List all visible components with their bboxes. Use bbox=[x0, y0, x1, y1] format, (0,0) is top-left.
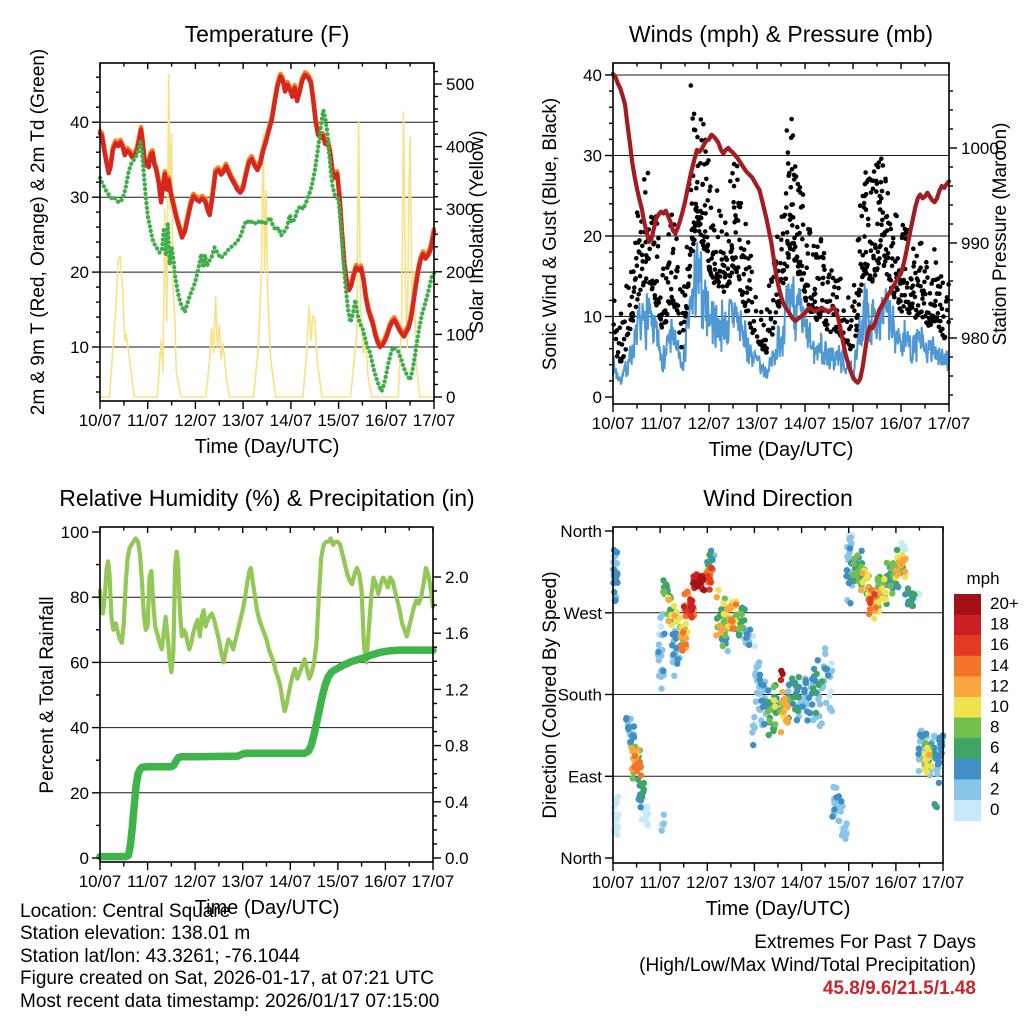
svg-text:15/07: 15/07 bbox=[831, 414, 875, 433]
extremes-values: 45.8/9.6/21.5/1.48 bbox=[822, 978, 976, 999]
svg-text:East: East bbox=[567, 767, 602, 787]
svg-text:0: 0 bbox=[592, 388, 602, 407]
svg-text:200: 200 bbox=[446, 262, 475, 282]
svg-text:17/07: 17/07 bbox=[411, 872, 455, 891]
winds-series bbox=[611, 74, 951, 384]
panel-wind-direction bbox=[512, 470, 1024, 920]
svg-text:14: 14 bbox=[990, 655, 1009, 675]
svg-text:20+: 20+ bbox=[990, 594, 1019, 613]
temperature-title: Temperature (F) bbox=[184, 21, 350, 47]
svg-text:980: 980 bbox=[961, 329, 990, 348]
svg-text:18: 18 bbox=[990, 614, 1009, 634]
extremes-summary bbox=[639, 931, 976, 1000]
svg-text:0: 0 bbox=[79, 849, 89, 868]
svg-text:14/07: 14/07 bbox=[269, 872, 312, 891]
temperature-xlabel: Time (Day/UTC) bbox=[194, 436, 340, 458]
svg-text:16/07: 16/07 bbox=[364, 872, 407, 891]
svg-text:10/07: 10/07 bbox=[591, 873, 635, 892]
svg-text:8: 8 bbox=[990, 717, 1000, 737]
humidity-series bbox=[100, 539, 433, 857]
wind-direction-series bbox=[610, 532, 946, 843]
svg-text:17/07: 17/07 bbox=[921, 873, 965, 892]
svg-text:11/07: 11/07 bbox=[639, 873, 681, 892]
station-location: Location: Central Square bbox=[20, 901, 231, 922]
svg-text:16/07: 16/07 bbox=[879, 414, 923, 433]
svg-text:13/07: 13/07 bbox=[733, 873, 776, 892]
svg-text:100: 100 bbox=[60, 523, 89, 542]
svg-text:6: 6 bbox=[990, 738, 1000, 758]
humidity-title: Relative Humidity (%) & Precipitation (in) bbox=[59, 485, 475, 511]
temperature-series bbox=[100, 72, 434, 397]
svg-text:1.6: 1.6 bbox=[445, 624, 469, 644]
svg-text:4: 4 bbox=[990, 758, 1000, 778]
svg-text:100: 100 bbox=[446, 325, 475, 345]
svg-text:12/07: 12/07 bbox=[173, 872, 217, 891]
svg-text:10/07: 10/07 bbox=[78, 872, 122, 891]
svg-text:17/07: 17/07 bbox=[412, 411, 456, 430]
colorbar-title: mph bbox=[966, 569, 1000, 588]
svg-text:40: 40 bbox=[70, 718, 89, 738]
winds-ylabel-right: Station Pressure (Maroon) bbox=[990, 122, 1011, 346]
svg-text:0: 0 bbox=[990, 800, 1000, 819]
svg-text:60: 60 bbox=[70, 653, 89, 673]
svg-text:40: 40 bbox=[583, 66, 602, 85]
svg-text:14/07: 14/07 bbox=[783, 414, 827, 433]
wind-direction-dots bbox=[610, 532, 946, 843]
svg-text:14/07: 14/07 bbox=[780, 873, 823, 892]
svg-text:12: 12 bbox=[990, 676, 1009, 696]
svg-text:North: North bbox=[560, 849, 602, 868]
svg-text:0: 0 bbox=[446, 388, 456, 407]
svg-text:13/07: 13/07 bbox=[735, 414, 779, 433]
relative-humidity bbox=[100, 539, 433, 712]
wind-gusts bbox=[611, 83, 951, 363]
svg-text:30: 30 bbox=[70, 188, 89, 208]
svg-text:12/07: 12/07 bbox=[686, 873, 729, 892]
svg-text:11/07: 11/07 bbox=[126, 872, 169, 891]
svg-text:1000: 1000 bbox=[961, 139, 999, 158]
station-elevation: Station elevation: 138.01 m bbox=[20, 923, 251, 945]
station-latlon: Station lat/lon: 43.3261; -76.1044 bbox=[20, 945, 300, 967]
svg-text:15/07: 15/07 bbox=[316, 872, 360, 891]
panel-temperature bbox=[0, 0, 512, 470]
wind-direction-ylabel-left: Direction (Colored By Speed) bbox=[540, 571, 561, 819]
extremes-subtitle: (High/Low/Max Wind/Total Precipitation) bbox=[639, 955, 976, 976]
svg-text:300: 300 bbox=[446, 200, 475, 220]
svg-text:30: 30 bbox=[583, 146, 602, 166]
speed-colorbar bbox=[954, 569, 1019, 821]
humidity-ticks bbox=[61, 523, 469, 891]
svg-text:10/07: 10/07 bbox=[78, 411, 122, 430]
svg-text:2: 2 bbox=[990, 779, 1000, 799]
svg-text:10: 10 bbox=[70, 338, 89, 357]
svg-text:80: 80 bbox=[70, 588, 89, 608]
humidity-ylabel-left: Percent & Total Rainfall bbox=[37, 596, 58, 794]
svg-text:12/07: 12/07 bbox=[174, 411, 217, 430]
svg-text:17/07: 17/07 bbox=[927, 414, 971, 433]
svg-text:15/07: 15/07 bbox=[317, 411, 360, 430]
temperature-ylabel-right: Solar Insolation (Yellow) bbox=[467, 130, 488, 334]
svg-text:16/07: 16/07 bbox=[874, 873, 918, 892]
svg-text:11/07: 11/07 bbox=[640, 414, 682, 433]
svg-text:South: South bbox=[557, 685, 602, 705]
panel-winds-pressure bbox=[512, 0, 1024, 470]
svg-text:13/07: 13/07 bbox=[221, 411, 265, 430]
svg-text:400: 400 bbox=[446, 137, 475, 157]
svg-text:20: 20 bbox=[70, 783, 89, 803]
svg-text:990: 990 bbox=[961, 234, 990, 253]
svg-text:11/07: 11/07 bbox=[127, 411, 169, 430]
svg-text:North: North bbox=[560, 522, 602, 541]
figure-created: Figure created on Sat, 2026-01-17, at 07:21 UTC bbox=[20, 968, 435, 990]
winds-title: Winds (mph) & Pressure (mb) bbox=[628, 21, 934, 47]
svg-text:West: West bbox=[563, 603, 602, 623]
winds-ylabel-left: Sonic Wind & Gust (Blue, Black) bbox=[540, 97, 561, 371]
svg-text:20: 20 bbox=[583, 227, 602, 246]
svg-text:10: 10 bbox=[990, 697, 1009, 716]
total-rainfall bbox=[100, 650, 433, 857]
station-metadata bbox=[20, 901, 439, 1013]
temperature-ylabel-left: 2m & 9m T (Red, Orange) & 2m Td (Green) bbox=[28, 48, 49, 416]
wind-direction-title: Wind Direction bbox=[703, 485, 853, 511]
svg-text:15/07: 15/07 bbox=[827, 873, 870, 892]
svg-text:20: 20 bbox=[70, 263, 89, 283]
data-timestamp: Most recent data timestamp: 2026/01/17 07:15:00 bbox=[20, 990, 440, 1012]
svg-text:500: 500 bbox=[446, 75, 475, 94]
svg-text:10: 10 bbox=[583, 307, 602, 327]
svg-text:40: 40 bbox=[70, 113, 89, 133]
svg-text:13/07: 13/07 bbox=[221, 872, 264, 891]
extremes-title: Extremes For Past 7 Days bbox=[754, 932, 976, 953]
svg-text:14/07: 14/07 bbox=[269, 411, 313, 430]
svg-text:0.8: 0.8 bbox=[445, 736, 469, 756]
winds-labels bbox=[540, 21, 1011, 461]
wind-direction-xlabel: Time (Day/UTC) bbox=[705, 898, 851, 920]
svg-text:0.4: 0.4 bbox=[445, 792, 469, 812]
svg-text:10/07: 10/07 bbox=[591, 414, 635, 433]
svg-text:2.0: 2.0 bbox=[445, 568, 469, 587]
svg-text:16/07: 16/07 bbox=[365, 411, 408, 430]
svg-text:0.0: 0.0 bbox=[445, 849, 469, 868]
winds-xlabel: Time (Day/UTC) bbox=[708, 439, 854, 461]
humidity-xlabel: Time (Day/UTC) bbox=[194, 897, 340, 919]
svg-text:12/07: 12/07 bbox=[687, 414, 731, 433]
svg-text:16: 16 bbox=[990, 635, 1009, 655]
svg-text:1.2: 1.2 bbox=[445, 680, 469, 700]
